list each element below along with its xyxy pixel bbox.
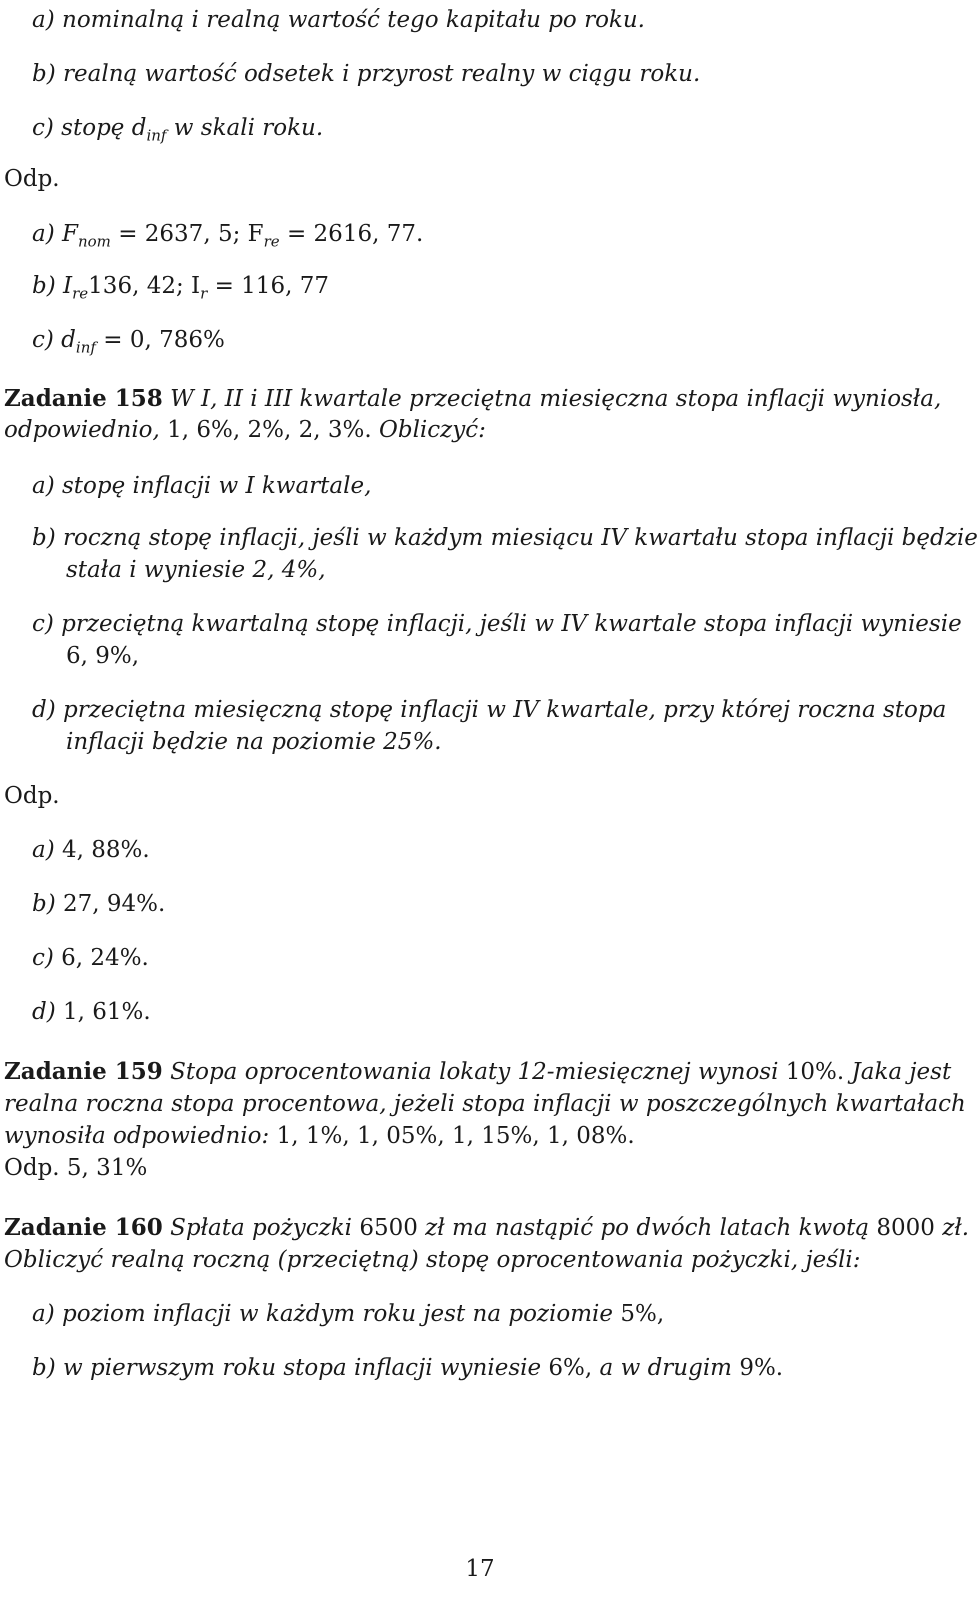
list-item: a) poziom inflacji w każdym roku jest na poziomie 5%, — [32, 1301, 665, 1327]
answer-heading: Odp. — [4, 783, 60, 809]
list-item-cont: stała i wyniesie 2, 4%, — [66, 557, 326, 583]
list-item: d) przeciętna miesięczną stopę inflacji w IV kwartale, przy której roczna stopa — [32, 697, 947, 723]
list-item: b) realną wartość odsetek i przyrost realny w ciągu roku. — [32, 61, 701, 87]
task-heading: Zadanie 158 — [4, 385, 163, 412]
answer-line: Odp. 5, 31% — [4, 1155, 148, 1181]
answer-item: d) 1, 61%. — [32, 999, 151, 1025]
task-159-line: Zadanie 159 Stopa oprocentowania lokaty 12-miesięcznej wynosi 10%. Jaka jest — [4, 1058, 952, 1085]
answer-item: b) 27, 94%. — [32, 891, 166, 917]
task-160-line: Obliczyć realną roczną (przeciętną) stopę oprocentowania pożyczki, jeśli: — [4, 1247, 861, 1273]
list-item: c) stopę $d_{inf}$ w skali roku. — [32, 115, 324, 145]
list-item: a) stopę inflacji w I kwartale, — [32, 473, 372, 499]
task-heading: Zadanie 159 — [4, 1058, 163, 1085]
task-158-line: Zadanie 158 W I, II i III kwartale przeciętna miesięczna stopa inflacji wyniosła, — [4, 385, 942, 412]
task-158-line: odpowiednio, 1, 6%, 2%, 2, 3%. Obliczyć: — [4, 417, 486, 443]
list-item: c) przeciętną kwartalną stopę inflacji, jeśli w IV kwartale stopa inflacji wyniesie — [32, 611, 962, 637]
answer-item: b) $I_{re}136$, 42; $I_r = 116$, 77 — [32, 273, 329, 303]
list-item-cont: 6, 9%, — [66, 643, 140, 669]
answer-heading: Odp. — [4, 166, 60, 192]
list-item: b) roczną stopę inflacji, jeśli w każdym miesiącu IV kwartału stopa inflacji będzie — [32, 525, 978, 551]
list-item-cont: inflacji będzie na poziomie 25%. — [66, 729, 442, 755]
task-heading: Zadanie 160 — [4, 1214, 163, 1241]
page-number: 17 — [465, 1556, 495, 1582]
list-item: b) w pierwszym roku stopa inflacji wyniesie 6%, a w drugim 9%. — [32, 1355, 784, 1381]
answer-item: c) 6, 24%. — [32, 945, 149, 971]
answer-item: a) $F_{nom} = 2637$, 5; $F_{re} = 2616$, 77. — [32, 221, 424, 251]
answer-item: a) 4, 88%. — [32, 837, 150, 863]
task-160-line: Zadanie 160 Spłata pożyczki 6500 zł ma nastąpić po dwóch latach kwotą 8000 zł. — [4, 1214, 970, 1241]
list-item: a) nominalną i realną wartość tego kapitału po roku. — [32, 7, 645, 33]
task-159-line: realna roczna stopa procentowa, jeżeli stopa inflacji w poszczególnych kwartałach — [4, 1091, 966, 1117]
answer-item: c) $d_{inf} = 0$, 786% — [32, 327, 225, 357]
task-159-line: wynosiła odpowiednio: 1, 1%, 1, 05%, 1, 15%, 1, 08%. — [4, 1123, 635, 1149]
